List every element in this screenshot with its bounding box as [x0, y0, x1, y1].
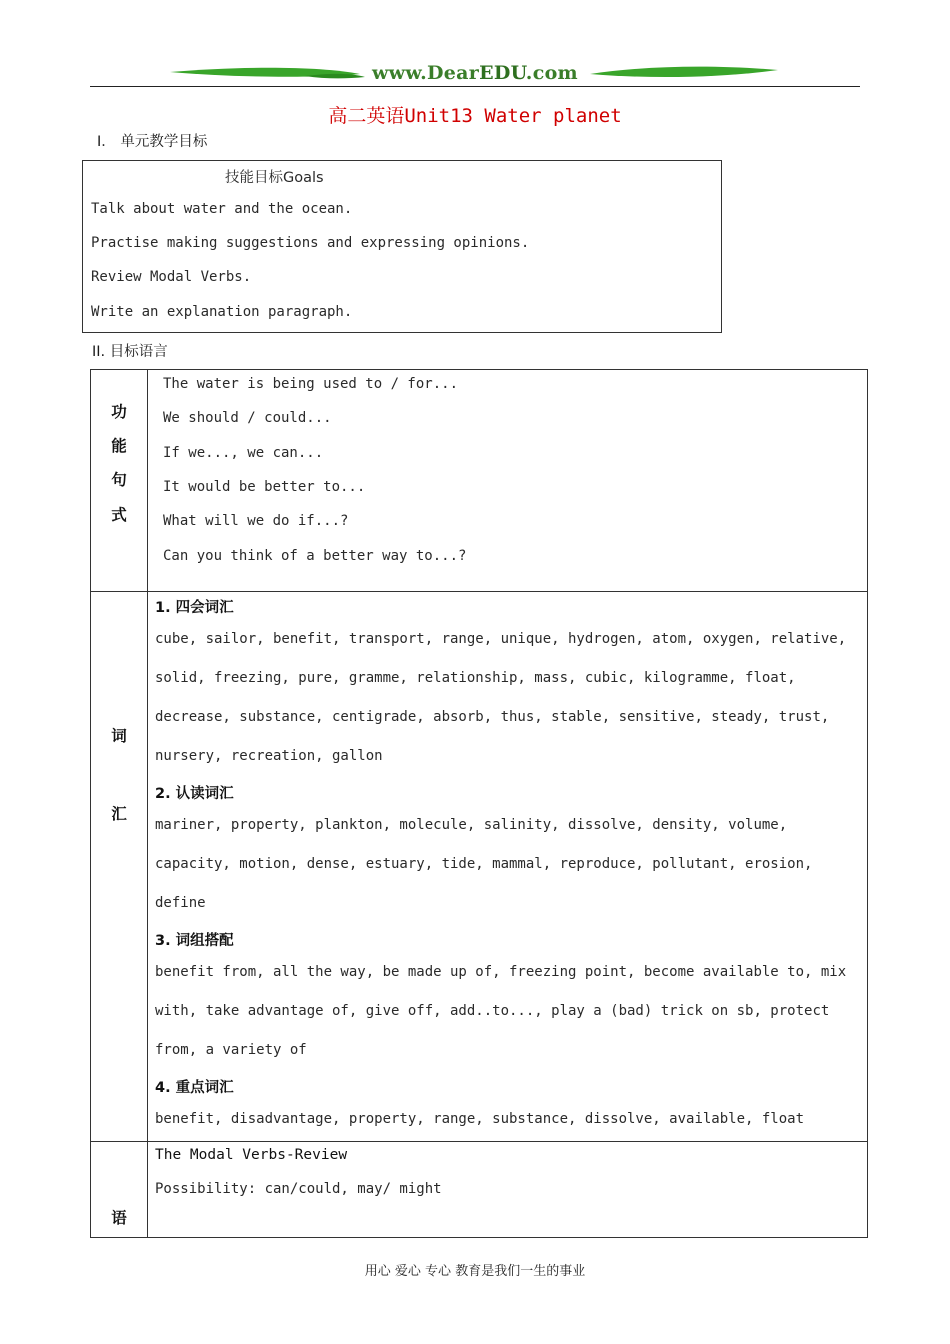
- section-2-label: II. 目标语言: [92, 344, 168, 360]
- vocab-line: cube, sailor, benefit, transport, range, unique, hydrogen, atom, oxygen, relative,: [155, 631, 847, 647]
- vocab-line: benefit, disadvantage, property, range, substance, dissolve, available, float: [155, 1111, 805, 1127]
- site-banner: [90, 60, 860, 92]
- vocab-heading: 1. 四会词汇: [155, 600, 234, 616]
- vocab-line: solid, freezing, pure, gramme, relationship, mass, cubic, kilogramme, float,: [155, 670, 796, 686]
- column-divider: [147, 370, 148, 1237]
- site-url: [90, 62, 860, 84]
- row-label-char: 功: [111, 403, 127, 421]
- row-label-char: 汇: [111, 805, 127, 823]
- row-label-char: 词: [111, 727, 127, 745]
- vocab-heading: 2. 认读词汇: [155, 786, 234, 802]
- grammar-line: Possibility: can/could, may/ might: [155, 1181, 442, 1197]
- row-divider: [91, 591, 867, 592]
- page-footer: 用心 爱心 专心 教育是我们一生的事业: [364, 1264, 586, 1279]
- site-suffix: .com: [525, 62, 578, 84]
- document-title: 高二英语Unit13 Water planet: [328, 105, 622, 127]
- vocab-line: with, take advantage of, give off, add..to..., play a (bad) trick on sb, protect: [155, 1003, 830, 1019]
- site-brand: EDU: [479, 62, 526, 84]
- goal-item: Write an explanation paragraph.: [91, 304, 353, 320]
- row-label-char: 句: [111, 471, 127, 489]
- sentence-pattern: If we..., we can...: [163, 445, 324, 461]
- target-language-table: [90, 369, 868, 1238]
- sentence-pattern: Can you think of a better way to...?: [163, 548, 467, 564]
- sentence-pattern: The water is being used to / for...: [163, 376, 459, 392]
- vocab-line: benefit from, all the way, be made up of, freezing point, become available to, mix: [155, 964, 847, 980]
- site-prefix: www.Dear: [372, 62, 480, 84]
- row-label-char: 语: [111, 1209, 127, 1227]
- sentence-pattern: It would be better to...: [163, 479, 366, 495]
- sentence-pattern: What will we do if...?: [163, 513, 349, 529]
- sentence-pattern: We should / could...: [163, 410, 332, 426]
- vocab-heading: 4. 重点词汇: [155, 1080, 234, 1096]
- goal-item: Talk about water and the ocean.: [91, 201, 353, 217]
- vocab-line: from, a variety of: [155, 1042, 307, 1058]
- section-1-label: Ⅰ． 单元教学目标: [97, 134, 208, 150]
- vocab-line: nursery, recreation, gallon: [155, 748, 383, 764]
- vocab-heading: 3. 词组搭配: [155, 933, 234, 949]
- row-label-char: 式: [111, 506, 127, 524]
- vocab-line: capacity, motion, dense, estuary, tide, mammal, reproduce, pollutant, erosion,: [155, 856, 813, 872]
- vocab-line: decrease, substance, centigrade, absorb, thus, stable, sensitive, steady, trust,: [155, 709, 830, 725]
- vocab-line: mariner, property, plankton, molecule, salinity, dissolve, density, volume,: [155, 817, 788, 833]
- vocab-line: define: [155, 895, 206, 911]
- row-divider: [91, 1141, 867, 1142]
- goal-item: Review Modal Verbs.: [91, 269, 252, 285]
- goal-item: Practise making suggestions and expressing opinions.: [91, 235, 530, 251]
- goals-title: 技能目标Goals: [225, 170, 324, 186]
- header-rule: [90, 86, 860, 87]
- goals-box: [82, 160, 722, 333]
- row-label-char: 能: [111, 437, 127, 455]
- grammar-heading: The Modal Verbs-Review: [155, 1147, 348, 1163]
